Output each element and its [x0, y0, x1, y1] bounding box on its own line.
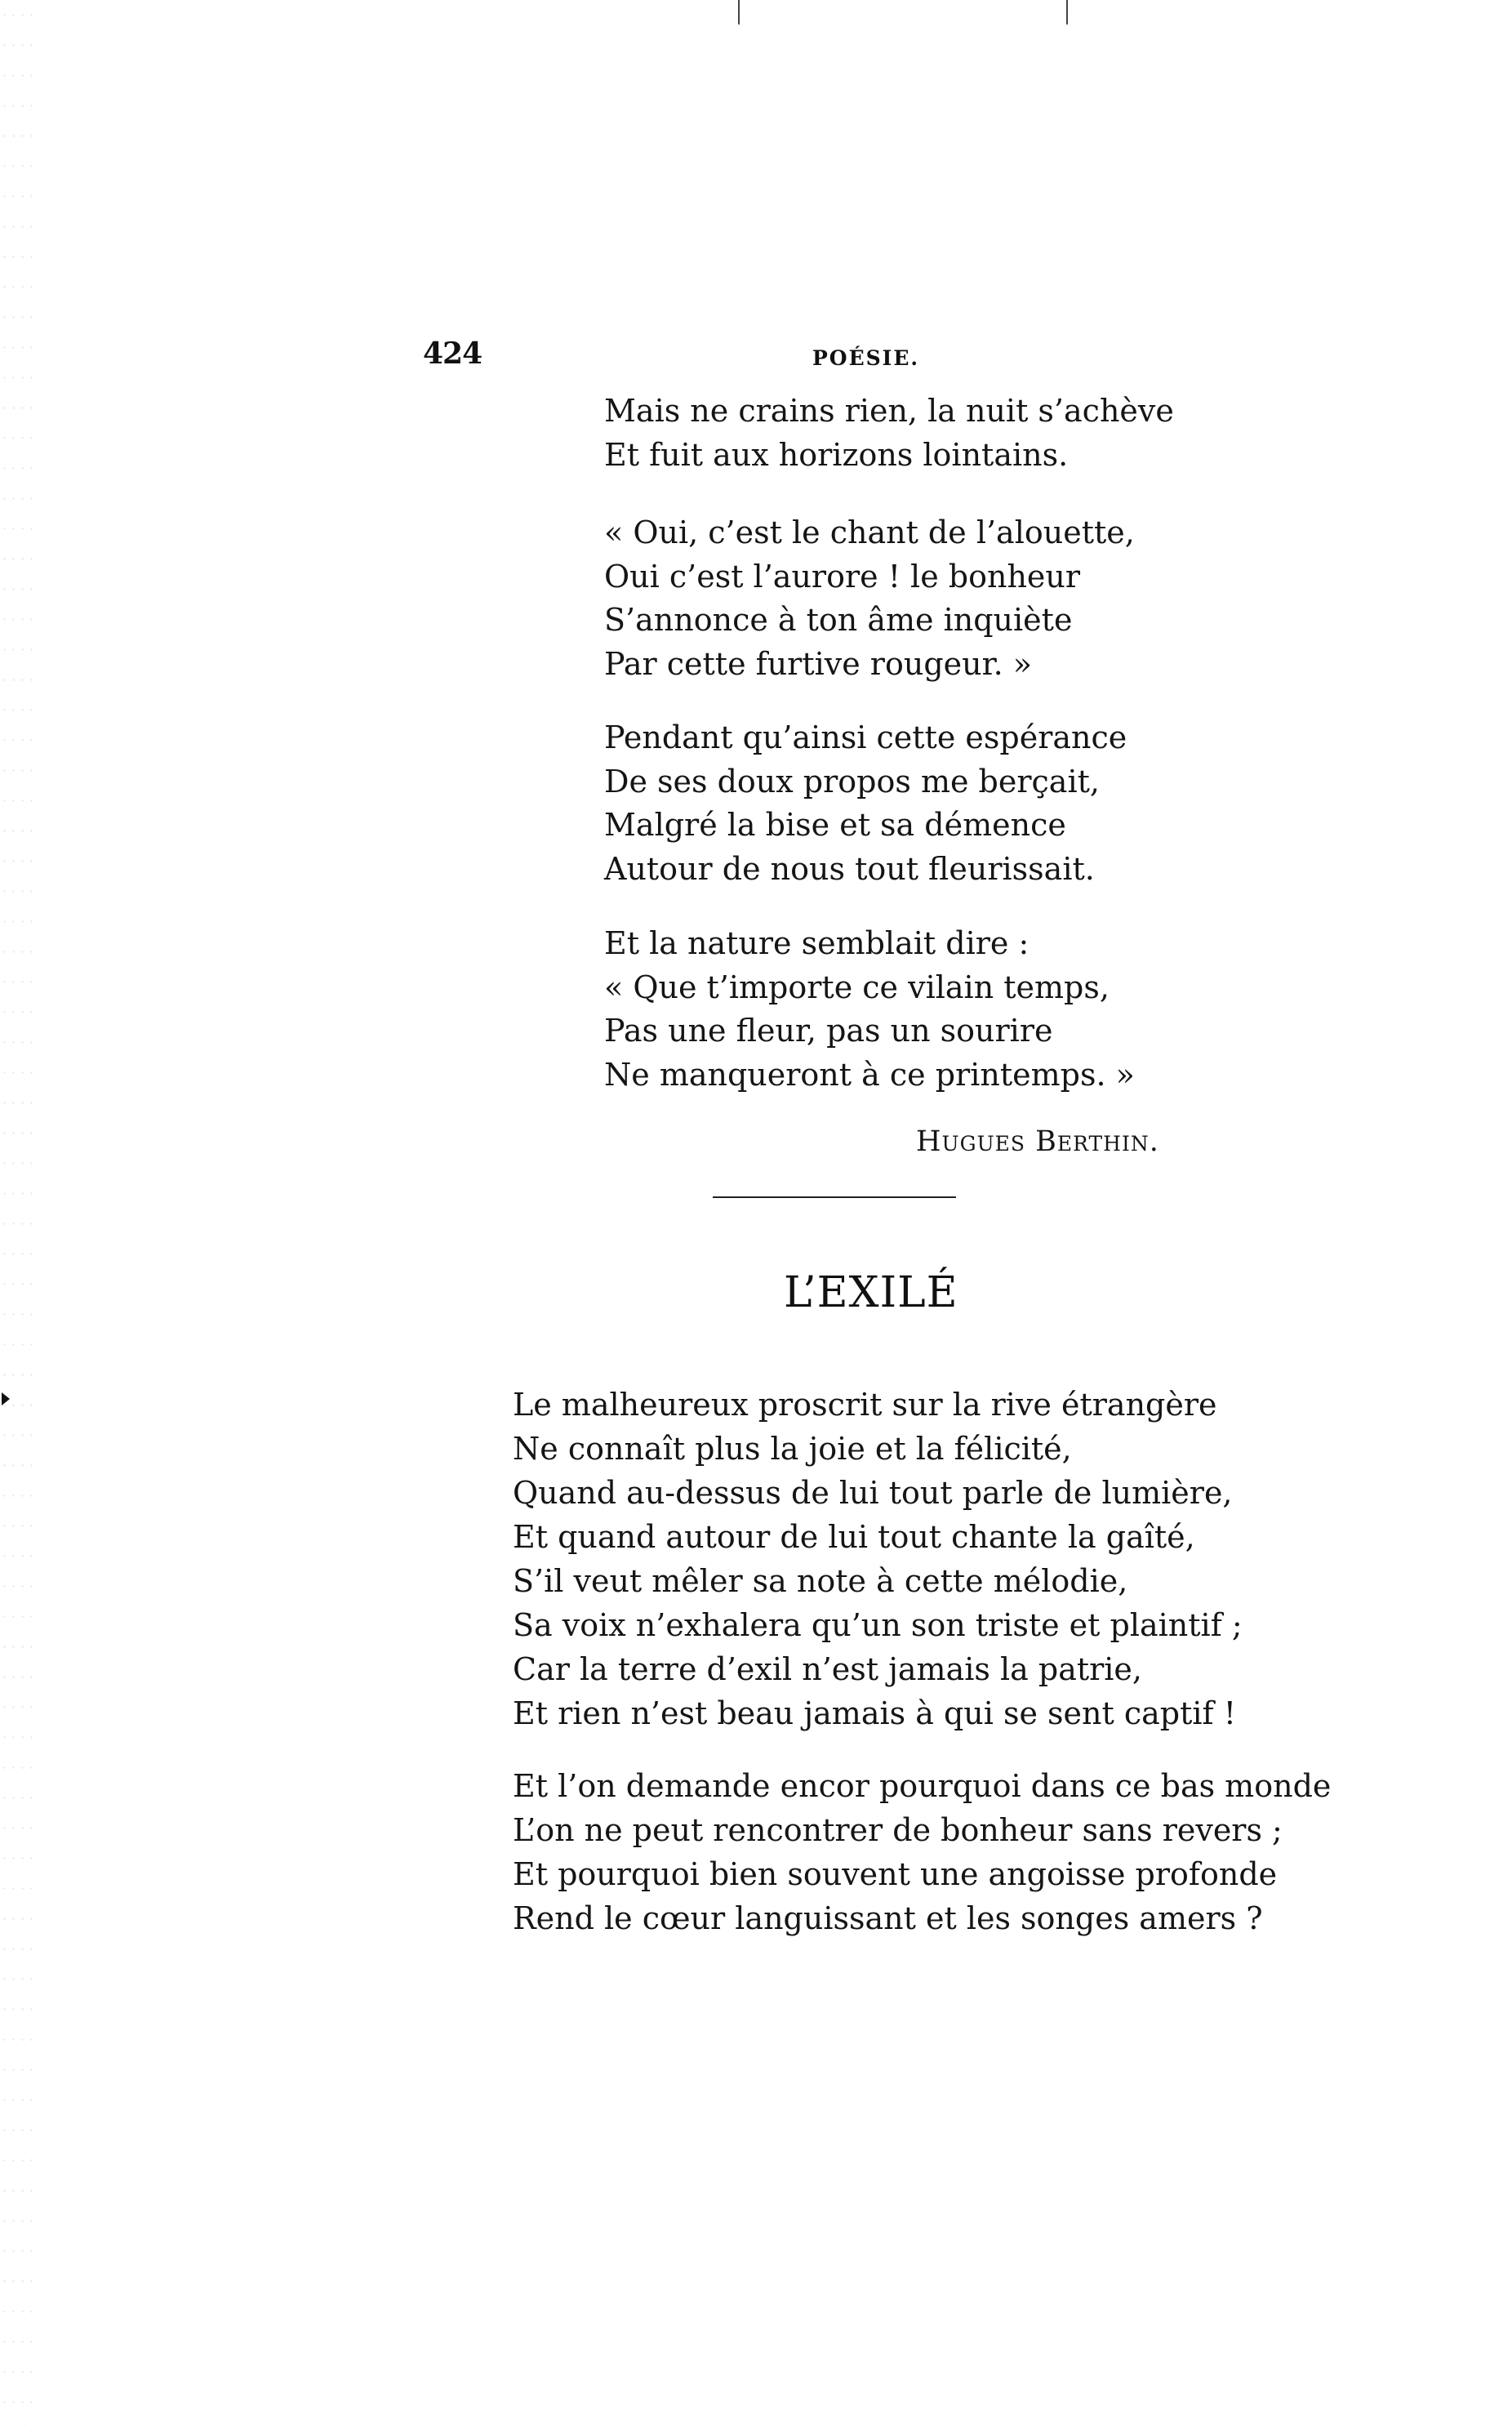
scan-mark — [738, 0, 740, 24]
verse-line: S’annonce à ton âme inquiète — [604, 602, 1073, 638]
verse-line: Et fuit aux horizons lointains. — [604, 436, 1069, 473]
scan-mark — [1066, 0, 1068, 24]
verse-line: Par cette furtive rougeur. » — [604, 645, 1033, 682]
verse-line: Mais ne crains rien, la nuit s’achève — [604, 393, 1174, 429]
scan-edge-noise — [0, 0, 33, 2432]
verse-line: Autour de nous tout fleurissait. — [604, 850, 1095, 887]
poem1-stanza-4 — [604, 922, 1135, 1097]
verse-line: Et quand autour de lui tout chante la gaîté, — [513, 1519, 1195, 1555]
verse-line: Le malheureux proscrit sur la rive étrangère — [513, 1387, 1217, 1423]
verse-line: Pendant qu’ainsi cette espérance — [604, 719, 1127, 755]
verse-line: « Oui, c’est le chant de l’alouette, — [604, 514, 1135, 550]
verse-line: Rend le cœur languissant et les songes amers ? — [513, 1900, 1263, 1936]
poem-title: L’EXILÉ — [784, 1268, 958, 1317]
verse-line: Et rien n’est beau jamais à qui se sent captif ! — [513, 1695, 1236, 1731]
poem2-stanza-1 — [513, 1383, 1243, 1735]
verse-line: Oui c’est l’aurore ! le bonheur — [604, 558, 1081, 595]
verse-line: Ne manqueront à ce printemps. » — [604, 1056, 1135, 1093]
verse-line: Malgré la bise et sa démence — [604, 807, 1066, 843]
verse-line: Et la nature semblait dire : — [604, 925, 1029, 961]
verse-line: Pas une fleur, pas un sourire — [604, 1013, 1053, 1049]
poem1-stanza-2 — [604, 511, 1135, 686]
verse-line: Et l’on demande encor pourquoi dans ce bas monde — [513, 1768, 1332, 1804]
verse-line: Et pourquoi bien souvent une angoisse profonde — [513, 1856, 1278, 1892]
poem1-stanza-3 — [604, 716, 1127, 891]
page-number: 424 — [423, 336, 483, 371]
verse-line: S’il veut mêler sa note à cette mélodie, — [513, 1563, 1128, 1599]
poem1-stanza-1 — [604, 390, 1174, 477]
running-head: POÉSIE. — [812, 346, 920, 370]
verse-line: « Que t’importe ce vilain temps, — [604, 969, 1110, 1005]
verse-line: Quand au-dessus de lui tout parle de lumière, — [513, 1475, 1233, 1511]
section-divider — [713, 1196, 956, 1198]
verse-line: Sa voix n’exhalera qu’un son triste et plaintif ; — [513, 1607, 1243, 1643]
verse-line: De ses doux propos me berçait, — [604, 763, 1100, 800]
verse-line: Car la terre d’exil n’est jamais la patrie, — [513, 1651, 1143, 1687]
margin-mark — [2, 1392, 10, 1405]
verse-line: L’on ne peut rencontrer de bonheur sans revers ; — [513, 1812, 1283, 1848]
author-signature: Hugues Berthin. — [916, 1125, 1159, 1158]
verse-line: Ne connaît plus la joie et la félicité, — [513, 1431, 1072, 1467]
poem2-stanza-2 — [513, 1764, 1331, 1940]
